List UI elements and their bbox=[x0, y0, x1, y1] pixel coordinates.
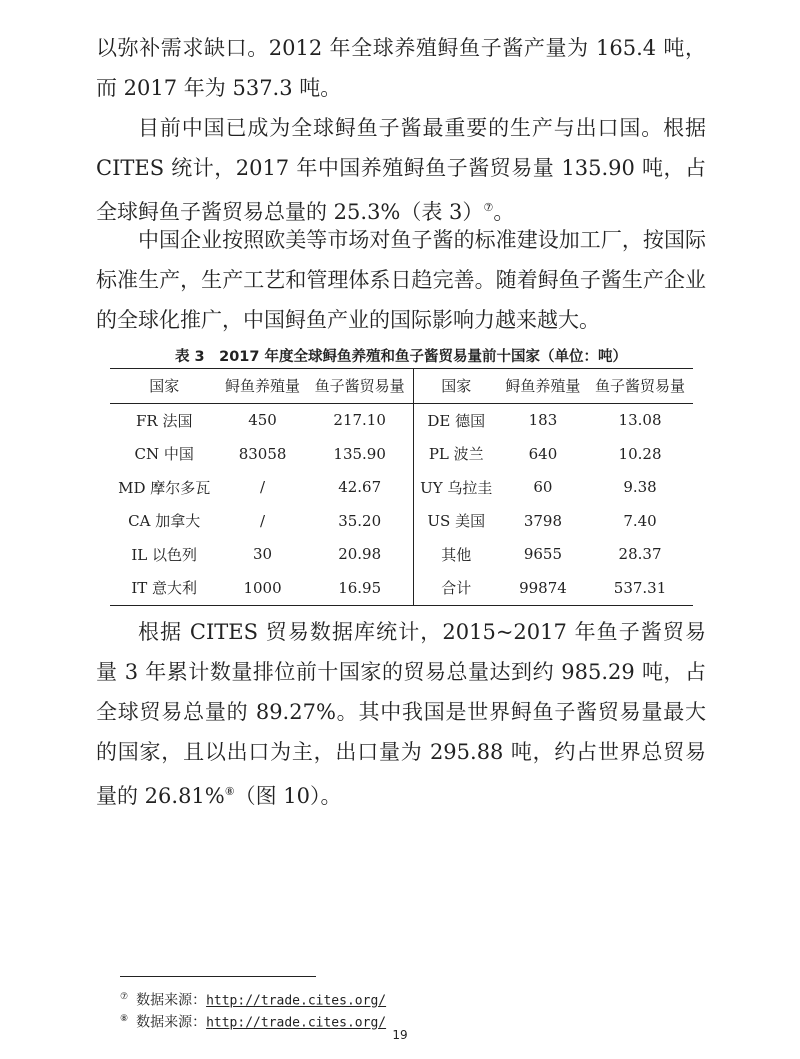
table-cell: 13.08 bbox=[618, 411, 662, 430]
table-cell: 35.20 bbox=[307, 504, 413, 538]
table-cell: 9655 bbox=[523, 545, 563, 564]
paragraph-4 bbox=[96, 612, 706, 816]
footnote-label: 数据来源： bbox=[136, 992, 207, 1009]
paragraph-4-end: （图 10）。 bbox=[234, 784, 342, 808]
footnote-link[interactable]: http://trade.cites.org/ bbox=[206, 1015, 387, 1031]
table-cell: 83058 bbox=[238, 444, 287, 463]
table-cell: FR 法国 bbox=[135, 411, 193, 430]
table-cell: 60 bbox=[533, 478, 553, 497]
table-cell: 537.31 bbox=[613, 578, 667, 597]
table-cell: 28.37 bbox=[618, 545, 662, 564]
table-cell: CA 加拿大 bbox=[128, 512, 201, 531]
table-cell: IL 以色列 bbox=[131, 545, 198, 564]
table-cell: UY 乌拉圭 bbox=[420, 478, 493, 497]
table-cell: MD 摩尔多瓦 bbox=[118, 478, 211, 497]
table-cell: / bbox=[260, 511, 266, 530]
header-country-left: 国家 bbox=[149, 377, 180, 396]
paragraph-4-text: 根据 CITES 贸易数据库统计，2015~2017 年鱼子酱贸易量 3 年累计数量排位前十国家的贸易总量达到约 985.29 吨，占全球贸易总量的 89.27%。其中我国是世界鲟鱼子酱贸易量最大的国家，且以出口为主，出口量为 295.88 吨，约占世界总贸易量的 26.81% bbox=[96, 620, 706, 808]
table-cell: 217.10 bbox=[307, 403, 413, 437]
table-cell: 450 bbox=[248, 411, 277, 430]
header-trade-left: 鱼子酱贸易量 bbox=[307, 369, 413, 404]
paragraph-3-text: 中国企业按照欧美等市场对鱼子酱的标准建设加工厂，按国际标准生产，生产工艺和管理体系日趋完善。随着鲟鱼子酱生产企业的全球化推广，中国鲟鱼产业的国际影响力越来越大。 bbox=[96, 228, 706, 332]
table-row bbox=[110, 403, 693, 437]
table-cell: 30 bbox=[253, 545, 273, 564]
table-cell: US 美国 bbox=[427, 512, 486, 531]
table-cell: 99874 bbox=[519, 578, 567, 597]
table-caption: 表 3 2017 年度全球鲟鱼养殖和鱼子酱贸易量前十国家（单位：吨） bbox=[174, 349, 628, 365]
header-country-right: 国家 bbox=[441, 377, 472, 396]
footnote-ref-7[interactable]: ⑦ bbox=[483, 201, 494, 214]
table-cell: DE 德国 bbox=[427, 411, 486, 430]
page-number: 19 bbox=[392, 1028, 408, 1042]
table-cell: IT 意大利 bbox=[131, 579, 198, 598]
table-cell: 1000 bbox=[243, 578, 282, 597]
paragraph-3 bbox=[96, 220, 706, 340]
footnote-link[interactable]: http://trade.cites.org/ bbox=[206, 993, 387, 1009]
footnote-7 bbox=[120, 987, 386, 1012]
table-cell: 16.95 bbox=[307, 571, 413, 605]
table-cell: / bbox=[260, 478, 266, 497]
table-cell: 合计 bbox=[441, 579, 472, 598]
table-row bbox=[110, 571, 693, 605]
table-row bbox=[110, 471, 693, 505]
header-farming-right: 鲟鱼养殖量 bbox=[505, 377, 581, 396]
table-cell: 10.28 bbox=[618, 444, 662, 463]
table-cell: 3798 bbox=[523, 511, 563, 530]
trade-table bbox=[110, 368, 693, 606]
table-cell: PL 波兰 bbox=[428, 445, 484, 464]
table-header-row bbox=[110, 369, 693, 404]
table-row bbox=[110, 504, 693, 538]
footnote-label: 数据来源： bbox=[136, 1014, 207, 1031]
paragraph-1 bbox=[96, 28, 706, 108]
header-farming-left: 鲟鱼养殖量 bbox=[225, 377, 301, 396]
table-cell: 183 bbox=[528, 411, 558, 430]
paragraph-1-text: 以弥补需求缺口。2012 年全球养殖鲟鱼子酱产量为 165.4 吨，而 2017 年为 537.3 吨。 bbox=[96, 36, 706, 100]
paragraph-2-end: 。 bbox=[493, 200, 515, 224]
footnote-divider bbox=[120, 976, 316, 977]
table-cell: 7.40 bbox=[623, 511, 657, 530]
footnote-mark: ⑦ bbox=[120, 992, 129, 1002]
table-row bbox=[110, 538, 693, 572]
table-cell: 135.90 bbox=[307, 437, 413, 471]
table-cell: CN 中国 bbox=[134, 445, 194, 464]
footnote-ref-8[interactable]: ⑧ bbox=[224, 785, 235, 798]
footnote-mark: ⑧ bbox=[120, 1014, 129, 1024]
paragraph-2 bbox=[96, 108, 706, 232]
table-row bbox=[110, 437, 693, 471]
table-cell: 20.98 bbox=[307, 538, 413, 572]
table-cell: 9.38 bbox=[623, 478, 657, 497]
table-cell: 42.67 bbox=[307, 471, 413, 505]
table-cell: 640 bbox=[528, 444, 558, 463]
table-cell: 其他 bbox=[441, 545, 472, 564]
header-trade-right: 鱼子酱贸易量 bbox=[595, 377, 686, 396]
paragraph-2-text: 目前中国已成为全球鲟鱼子酱最重要的生产与出口国。根据 CITES 统计，2017 年中国养殖鲟鱼子酱贸易量 135.90 吨，占全球鲟鱼子酱贸易总量的 25.3%（表 3） bbox=[96, 116, 706, 224]
